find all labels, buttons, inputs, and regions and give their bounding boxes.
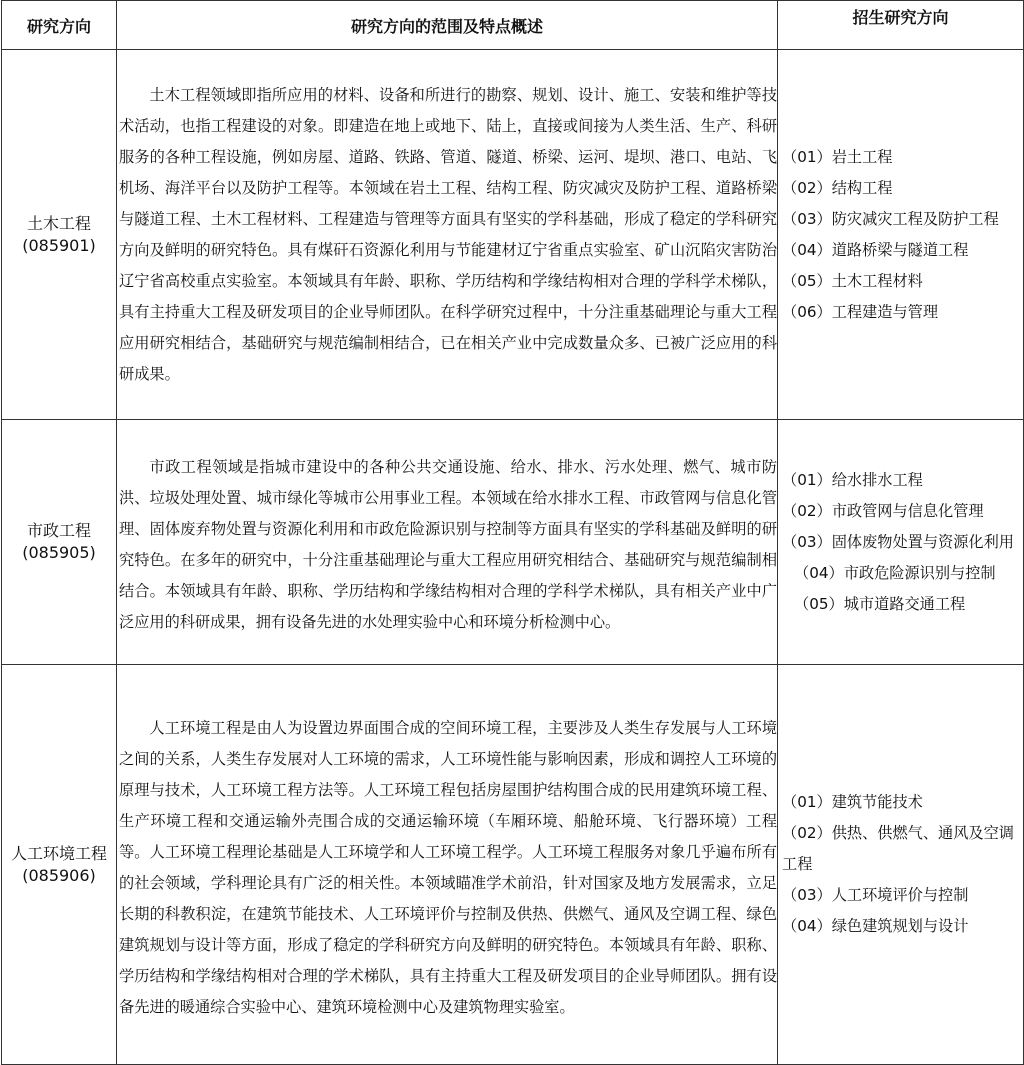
- enrollment-list: [778, 665, 1024, 1065]
- list-item: （01）建筑节能技术: [782, 793, 923, 811]
- header-research-direction: 研究方向: [2, 1, 117, 50]
- direction-code: (085905): [22, 543, 96, 562]
- list-item: （02）供热、供燃气、通风及空调工程: [782, 824, 1014, 873]
- list-item: （01）给水排水工程: [782, 470, 923, 489]
- description-text: 人工环境工程是由人为设置边界面围合成的空间环境工程，主要涉及人类生存发展与人工环境之间的关系，人类生存发展对人工环境的需求，人工环境性能与影响因素，形成和调控人工环境的原理与技术，人工环境工程方法等。人工环境工程包括房屋围护结构围合成的民用建筑环境工程、生产环境工程和交通运输外壳围合成的交通运输环境（车厢环境、船舱环境、飞行器环境）工程等。人工环境工程理论基础是人工环境学和人工环境工程学。人工环境工程服务对象几乎遍布所有的社会领域，学科理论具有广泛的相关性。本领域瞄准学术前沿，针对国家及地方发展需求，立足长期的科教积淀，在建筑节能技术、人工环境评价与控制及供热、供燃气、通风及空调工程、绿色建筑规划与设计等方面，形成了稳定的学科研究方向及鲜明的研究特色。本领域具有年龄、职称、学历结构和学缘结构相对合理的学术梯队，具有主持重大工程及研发项目的企业导师团队。拥有设备先进的暖通综合实验中心、建筑环境检测中心及建筑物理实验室。: [119, 718, 777, 1016]
- list-item: （04）道路桥梁与隧道工程: [782, 240, 969, 259]
- list-item: （06）工程建造与管理: [782, 302, 939, 321]
- direction-cell: [2, 665, 117, 1065]
- direction-name: 市政工程: [26, 521, 91, 540]
- description-cell: [117, 665, 778, 1065]
- direction-code: (085901): [22, 235, 96, 255]
- list-item: （03）人工环境评价与控制: [782, 886, 969, 904]
- list-item: （04）市政危险源识别与控制: [794, 563, 996, 582]
- description-text: 市政工程领域是指城市建设中的各种公共交通设施、给水、排水、污水处理、燃气、城市防洪、垃圾处理处置、城市绿化等城市公用事业工程。本领域在给水排水工程、市政管网与信息化管理、固体废弃物处置与资源化利用和市政危险源识别与控制等方面具有坚实的学科基础及鲜明的研究特色。在多年的研究中，十分注重基础理论与重大工程应用研究相结合、基础研究与规范编制相结合。本领域具有年龄、职称、学历结构和学缘结构相对合理的学科学术梯队，具有相关产业中广泛应用的科研成果，拥有设备先进的水处理实验中心和环境分析检测中心。: [119, 458, 777, 631]
- description-cell: [117, 420, 778, 665]
- list-item: （01）岩土工程: [782, 147, 893, 166]
- table-row: [2, 420, 1024, 665]
- enrollment-list: [778, 50, 1024, 420]
- table-row: [2, 665, 1024, 1065]
- direction-cell: [2, 420, 117, 665]
- list-item: （05）土木工程材料: [782, 271, 923, 290]
- direction-code: (085906): [22, 865, 96, 885]
- list-item: （03）防灾减灾工程及防护工程: [782, 209, 999, 228]
- list-item: （03）固体废物处置与资源化利用: [782, 532, 1014, 551]
- header-scope-overview: 研究方向的范围及特点概述: [117, 1, 778, 50]
- table-row: [2, 50, 1024, 420]
- description-cell: [117, 50, 778, 420]
- list-item: （02）结构工程: [782, 178, 893, 197]
- direction-name: 土木工程: [26, 213, 91, 233]
- research-directions-table: [1, 0, 1024, 1065]
- direction-cell: [2, 50, 117, 420]
- header-enrollment-directions: 招生研究方向: [778, 1, 1024, 50]
- list-item: （04）绿色建筑规划与设计: [782, 917, 969, 935]
- description-text: 土木工程领域即指所应用的材料、设备和所进行的勘察、规划、设计、施工、安装和维护等技术活动，也指工程建设的对象。即建造在地上或地下、陆上，直接或间接为人类生活、生产、科研服务的各种工程设施，例如房屋、道路、铁路、管道、隧道、桥梁、运河、堤坝、港口、电站、飞机场、海洋平台以及防护工程等。本领域在岩土工程、结构工程、防灾减灾及防护工程、道路桥梁与隧道工程、土木工程材料、工程建造与管理等方面具有坚实的学科基础，形成了稳定的学科研究方向及鲜明的研究特色。具有煤矸石资源化利用与节能建材辽宁省重点实验室、矿山沉陷灾害防治辽宁省高校重点实验室。本领域具有年龄、职称、学历结构和学缘结构相对合理的学科学术梯队，具有主持重大工程及研发项目的企业导师团队。在科学研究过程中，十分注重基础理论与重大工程应用研究相结合，基础研究与规范编制相结合，已在相关产业中完成数量众多、已被广泛应用的科研成果。: [119, 85, 777, 383]
- enrollment-list: [778, 420, 1024, 665]
- direction-name: 人工环境工程: [10, 843, 107, 863]
- header-row: [2, 1, 1024, 50]
- list-item: （05）城市道路交通工程: [794, 594, 966, 613]
- list-item: （02）市政管网与信息化管理: [782, 501, 984, 520]
